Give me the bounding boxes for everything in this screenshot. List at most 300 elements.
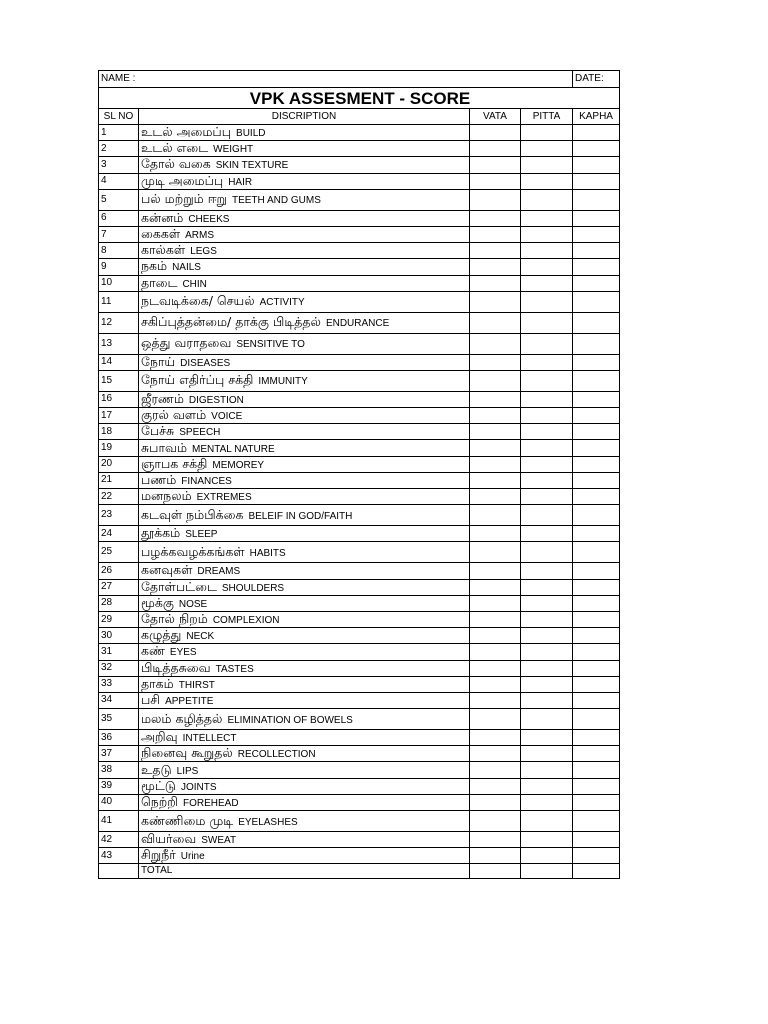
- table-row: [99, 730, 620, 746]
- description-english: ENDURANCE: [325, 318, 390, 330]
- row-number: 42: [99, 832, 139, 848]
- row-description: [139, 408, 470, 424]
- pitta-score-cell[interactable]: [521, 746, 573, 762]
- description-tamil: பேச்சு: [141, 423, 175, 439]
- row-number: 28: [99, 595, 139, 611]
- pitta-score-cell[interactable]: [521, 526, 573, 542]
- row-description: [139, 692, 470, 708]
- kapha-total-cell[interactable]: [573, 864, 620, 879]
- description-tamil: குரல் வளம்: [141, 407, 207, 423]
- description-english: BUILD: [236, 128, 266, 140]
- description-tamil: கடவுள் நம்பிக்கை: [141, 506, 244, 522]
- description-english: EXTREMES: [196, 492, 252, 504]
- description-tamil: சுபாவம்: [141, 439, 188, 455]
- kapha-score-cell[interactable]: [573, 579, 620, 595]
- row-number: 39: [99, 778, 139, 794]
- row-number: 23: [99, 505, 139, 526]
- table-row: [99, 778, 620, 794]
- description-tamil: முடி அமைப்பு: [141, 173, 224, 188]
- description-tamil: உடல் எடை: [141, 140, 209, 156]
- pitta-score-cell[interactable]: [521, 832, 573, 848]
- description-english: ELIMINATION OF BOWELS: [227, 714, 353, 726]
- row-description: [139, 709, 470, 730]
- kapha-score-cell[interactable]: [573, 644, 620, 660]
- description-english: COMPLEXION: [212, 615, 280, 627]
- name-label: NAME :: [101, 73, 136, 84]
- pitta-score-cell[interactable]: [521, 243, 573, 259]
- pitta-score-cell[interactable]: [521, 628, 573, 644]
- description-english: NECK: [186, 631, 215, 643]
- row-description: [139, 595, 470, 611]
- kapha-score-cell[interactable]: [573, 563, 620, 579]
- kapha-score-cell[interactable]: [573, 226, 620, 242]
- description-tamil: நோய் எதிர்ப்பு சக்தி: [141, 372, 254, 388]
- description-tamil: அறிவு: [141, 729, 178, 745]
- kapha-score-cell[interactable]: [573, 526, 620, 542]
- kapha-score-cell[interactable]: [573, 811, 620, 832]
- pitta-score-cell[interactable]: [521, 762, 573, 778]
- vata-score-cell[interactable]: [470, 210, 521, 226]
- row-number: 11: [99, 291, 139, 312]
- vata-score-cell[interactable]: [470, 275, 521, 291]
- row-description: [139, 157, 470, 173]
- row-number: 37: [99, 746, 139, 762]
- pitta-score-cell[interactable]: [521, 676, 573, 692]
- table-row: [99, 505, 620, 526]
- row-number: 32: [99, 660, 139, 676]
- vata-score-cell[interactable]: [470, 226, 521, 242]
- kapha-score-cell[interactable]: [573, 794, 620, 810]
- description-english: LIPS: [176, 765, 199, 777]
- description-tamil: பணம்: [141, 472, 177, 487]
- row-description: [139, 424, 470, 440]
- pitta-score-cell[interactable]: [521, 157, 573, 173]
- row-number: 38: [99, 762, 139, 778]
- vata-score-cell[interactable]: [470, 676, 521, 692]
- description-tamil: தோல் நிறம்: [141, 611, 208, 627]
- row-description: [139, 526, 470, 542]
- name-field[interactable]: [99, 71, 573, 88]
- description-tamil: கைகள்: [141, 226, 181, 242]
- row-number: 8: [99, 243, 139, 259]
- kapha-score-cell[interactable]: [573, 611, 620, 627]
- row-number: 30: [99, 628, 139, 644]
- vata-score-cell[interactable]: [470, 259, 521, 275]
- vata-score-cell[interactable]: [470, 526, 521, 542]
- row-number: 20: [99, 456, 139, 472]
- pitta-score-cell[interactable]: [521, 189, 573, 210]
- pitta-score-cell[interactable]: [521, 125, 573, 141]
- table-row: [99, 611, 620, 627]
- vata-score-cell[interactable]: [470, 370, 521, 391]
- description-english: SKIN TEXTURE: [215, 160, 289, 172]
- row-description: [139, 243, 470, 259]
- vata-score-cell[interactable]: [470, 848, 521, 864]
- kapha-score-cell[interactable]: [573, 778, 620, 794]
- kapha-score-cell[interactable]: [573, 440, 620, 456]
- description-tamil: தாகம்: [141, 676, 174, 691]
- table-row: [99, 628, 620, 644]
- row-number: 9: [99, 259, 139, 275]
- kapha-score-cell[interactable]: [573, 333, 620, 354]
- pitta-score-cell[interactable]: [521, 226, 573, 242]
- table-row: [99, 489, 620, 505]
- description-english: TASTES: [215, 663, 254, 675]
- pitta-score-cell[interactable]: [521, 611, 573, 627]
- row-number: 4: [99, 173, 139, 189]
- kapha-score-cell[interactable]: [573, 848, 620, 864]
- kapha-score-cell[interactable]: [573, 210, 620, 226]
- row-description: [139, 730, 470, 746]
- description-tamil: கனவுகள்: [141, 562, 193, 578]
- kapha-score-cell[interactable]: [573, 505, 620, 526]
- description-english: FOREHEAD: [183, 797, 239, 809]
- row-number: 25: [99, 542, 139, 563]
- pitta-score-cell[interactable]: [521, 333, 573, 354]
- description-english: THIRST: [178, 679, 215, 691]
- description-english: WEIGHT: [213, 144, 254, 156]
- vata-score-cell[interactable]: [470, 811, 521, 832]
- kapha-score-cell[interactable]: [573, 730, 620, 746]
- table-row: [99, 333, 620, 354]
- table-row: [99, 141, 620, 157]
- description-english: JOINTS: [180, 781, 217, 793]
- row-number: 14: [99, 354, 139, 370]
- row-number: 7: [99, 226, 139, 242]
- vata-score-cell[interactable]: [470, 489, 521, 505]
- row-description: [139, 611, 470, 627]
- total-label: TOTAL: [139, 864, 470, 879]
- kapha-score-cell[interactable]: [573, 173, 620, 189]
- kapha-score-cell[interactable]: [573, 243, 620, 259]
- table-row: [99, 526, 620, 542]
- row-description: [139, 275, 470, 291]
- row-number: 33: [99, 676, 139, 692]
- table-row: [99, 354, 620, 370]
- description-tamil: தூக்கம்: [141, 525, 181, 541]
- kapha-score-cell[interactable]: [573, 472, 620, 488]
- description-tamil: பிடித்தசுவை: [141, 660, 211, 675]
- vata-score-cell[interactable]: [470, 472, 521, 488]
- description-tamil: தோள்பட்டை: [141, 579, 217, 594]
- vata-score-cell[interactable]: [470, 794, 521, 810]
- kapha-score-cell[interactable]: [573, 676, 620, 692]
- row-description: [139, 676, 470, 692]
- kapha-score-cell[interactable]: [573, 832, 620, 848]
- vata-score-cell[interactable]: [470, 644, 521, 660]
- description-english: SHOULDERS: [221, 582, 285, 594]
- pitta-score-cell[interactable]: [521, 354, 573, 370]
- description-tamil: நெற்றி: [141, 794, 179, 809]
- description-english: MENTAL NATURE: [192, 443, 275, 455]
- table-row: [99, 762, 620, 778]
- vata-score-cell[interactable]: [470, 762, 521, 778]
- table-row: [99, 370, 620, 391]
- table-row: [99, 243, 620, 259]
- pitta-score-cell[interactable]: [521, 811, 573, 832]
- pitta-score-cell[interactable]: [521, 730, 573, 746]
- table-row: [99, 542, 620, 563]
- column-header-row: [99, 109, 620, 125]
- description-tamil: தாடை: [141, 275, 178, 290]
- vata-score-cell[interactable]: [470, 157, 521, 173]
- table-row: [99, 692, 620, 708]
- description-tamil: கால்கள்: [141, 242, 186, 258]
- vata-score-cell[interactable]: [470, 778, 521, 794]
- kapha-score-cell[interactable]: [573, 391, 620, 407]
- description-english: CHEEKS: [188, 213, 230, 225]
- vata-score-cell[interactable]: [470, 709, 521, 730]
- row-number: 34: [99, 692, 139, 708]
- kapha-score-cell[interactable]: [573, 354, 620, 370]
- kapha-score-cell[interactable]: [573, 259, 620, 275]
- vata-score-cell[interactable]: [470, 312, 521, 333]
- vata-score-cell[interactable]: [470, 692, 521, 708]
- table-row: [99, 746, 620, 762]
- row-description: [139, 370, 470, 391]
- row-number: 10: [99, 275, 139, 291]
- kapha-score-cell[interactable]: [573, 189, 620, 210]
- table-row: [99, 794, 620, 810]
- date-label: DATE:: [575, 73, 604, 84]
- row-description: [139, 226, 470, 242]
- row-description: [139, 832, 470, 848]
- table-row: [99, 259, 620, 275]
- kapha-score-cell[interactable]: [573, 628, 620, 644]
- row-number: 21: [99, 472, 139, 488]
- description-tamil: கண்: [141, 643, 165, 659]
- pitta-score-cell[interactable]: [521, 579, 573, 595]
- vata-score-cell[interactable]: [470, 542, 521, 563]
- row-number: 29: [99, 611, 139, 627]
- description-english: Urine: [180, 851, 205, 863]
- pitta-score-cell[interactable]: [521, 391, 573, 407]
- pitta-score-cell[interactable]: [521, 595, 573, 611]
- pitta-score-cell[interactable]: [521, 489, 573, 505]
- vata-score-cell[interactable]: [470, 628, 521, 644]
- pitta-score-cell[interactable]: [521, 424, 573, 440]
- pitta-score-cell[interactable]: [521, 259, 573, 275]
- row-number: 24: [99, 526, 139, 542]
- pitta-score-cell[interactable]: [521, 505, 573, 526]
- vata-score-cell[interactable]: [470, 660, 521, 676]
- description-tamil: ஞாபக சக்தி: [141, 456, 208, 471]
- date-field[interactable]: [573, 71, 620, 88]
- description-tamil: கண்ணிமை முடி: [141, 812, 234, 828]
- description-tamil: நகம்: [141, 258, 168, 274]
- table-row: [99, 408, 620, 424]
- table-row: [99, 440, 620, 456]
- description-english: SPEECH: [179, 427, 221, 439]
- row-description: [139, 848, 470, 864]
- row-description: [139, 456, 470, 472]
- kapha-score-cell[interactable]: [573, 370, 620, 391]
- kapha-score-cell[interactable]: [573, 408, 620, 424]
- row-number: 26: [99, 563, 139, 579]
- description-english: HABITS: [249, 547, 286, 559]
- kapha-score-cell[interactable]: [573, 456, 620, 472]
- row-description: [139, 542, 470, 563]
- table-body: [99, 71, 620, 879]
- description-tamil: மூட்டு: [141, 778, 176, 793]
- pitta-score-cell[interactable]: [521, 472, 573, 488]
- col-header-description: DISCRIPTION: [139, 109, 470, 125]
- vata-score-cell[interactable]: [470, 730, 521, 746]
- pitta-score-cell[interactable]: [521, 794, 573, 810]
- table-row: [99, 832, 620, 848]
- title-row: [99, 88, 620, 109]
- row-description: [139, 628, 470, 644]
- description-english: VOICE: [211, 411, 243, 423]
- kapha-score-cell[interactable]: [573, 312, 620, 333]
- pitta-score-cell[interactable]: [521, 440, 573, 456]
- row-description: [139, 563, 470, 579]
- description-tamil: பசி: [141, 692, 161, 707]
- table-row: [99, 226, 620, 242]
- row-description: [139, 505, 470, 526]
- kapha-score-cell[interactable]: [573, 275, 620, 291]
- description-english: SENSITIVE TO: [236, 339, 305, 351]
- vata-score-cell[interactable]: [470, 440, 521, 456]
- name-date-row: [99, 71, 620, 88]
- vata-score-cell[interactable]: [470, 563, 521, 579]
- kapha-score-cell[interactable]: [573, 542, 620, 563]
- table-row: [99, 811, 620, 832]
- pitta-score-cell[interactable]: [521, 692, 573, 708]
- pitta-score-cell[interactable]: [521, 275, 573, 291]
- kapha-score-cell[interactable]: [573, 762, 620, 778]
- pitta-score-cell[interactable]: [521, 291, 573, 312]
- row-number: 5: [99, 189, 139, 210]
- kapha-score-cell[interactable]: [573, 125, 620, 141]
- pitta-score-cell[interactable]: [521, 312, 573, 333]
- vata-score-cell[interactable]: [470, 354, 521, 370]
- kapha-score-cell[interactable]: [573, 489, 620, 505]
- description-tamil: கழுத்து: [141, 627, 182, 643]
- description-english: NAILS: [172, 262, 201, 274]
- description-english: DIGESTION: [188, 394, 244, 406]
- row-description: [139, 189, 470, 210]
- vata-total-cell[interactable]: [470, 864, 521, 879]
- vata-score-cell[interactable]: [470, 832, 521, 848]
- row-description: [139, 579, 470, 595]
- pitta-score-cell[interactable]: [521, 542, 573, 563]
- table-row: [99, 275, 620, 291]
- vata-score-cell[interactable]: [470, 595, 521, 611]
- row-description: [139, 794, 470, 810]
- kapha-score-cell[interactable]: [573, 709, 620, 730]
- pitta-score-cell[interactable]: [521, 644, 573, 660]
- kapha-score-cell[interactable]: [573, 595, 620, 611]
- vata-score-cell[interactable]: [470, 125, 521, 141]
- pitta-score-cell[interactable]: [521, 370, 573, 391]
- vata-score-cell[interactable]: [470, 505, 521, 526]
- row-number: 19: [99, 440, 139, 456]
- vata-score-cell[interactable]: [470, 424, 521, 440]
- vata-score-cell[interactable]: [470, 291, 521, 312]
- kapha-score-cell[interactable]: [573, 660, 620, 676]
- description-tamil: மூக்கு: [141, 595, 174, 610]
- row-number: 18: [99, 424, 139, 440]
- description-english: ARMS: [185, 230, 215, 242]
- row-number: 13: [99, 333, 139, 354]
- vata-score-cell[interactable]: [470, 746, 521, 762]
- pitta-score-cell[interactable]: [521, 848, 573, 864]
- vata-score-cell[interactable]: [470, 141, 521, 157]
- row-number: 41: [99, 811, 139, 832]
- vata-score-cell[interactable]: [470, 579, 521, 595]
- table-row: [99, 472, 620, 488]
- table-row: [99, 312, 620, 333]
- description-english: CHIN: [182, 278, 207, 290]
- kapha-score-cell[interactable]: [573, 692, 620, 708]
- kapha-score-cell[interactable]: [573, 157, 620, 173]
- pitta-score-cell[interactable]: [521, 709, 573, 730]
- table-row: [99, 660, 620, 676]
- kapha-score-cell[interactable]: [573, 291, 620, 312]
- table-row: [99, 391, 620, 407]
- description-english: INTELLECT: [182, 733, 237, 745]
- table-row: [99, 709, 620, 730]
- description-english: APPETITE: [165, 695, 214, 707]
- vata-score-cell[interactable]: [470, 456, 521, 472]
- description-tamil: வியர்வை: [141, 831, 197, 847]
- description-english: RECOLLECTION: [237, 749, 316, 761]
- description-tamil: கன்னம்: [141, 210, 184, 225]
- description-tamil: பல் மற்றும் ஈறு: [141, 191, 227, 207]
- vata-score-cell[interactable]: [470, 391, 521, 407]
- description-english: NOSE: [178, 598, 208, 610]
- pitta-score-cell[interactable]: [521, 408, 573, 424]
- vata-score-cell[interactable]: [470, 173, 521, 189]
- vata-score-cell[interactable]: [470, 611, 521, 627]
- pitta-score-cell[interactable]: [521, 141, 573, 157]
- pitta-total-cell[interactable]: [521, 864, 573, 879]
- description-tamil: சகிப்புத்தன்மை/ தாக்கு பிடித்தல்: [141, 314, 321, 330]
- kapha-score-cell[interactable]: [573, 746, 620, 762]
- kapha-score-cell[interactable]: [573, 141, 620, 157]
- table-row: [99, 189, 620, 210]
- pitta-score-cell[interactable]: [521, 173, 573, 189]
- row-number: 16: [99, 391, 139, 407]
- description-tamil: பழக்கவழக்கங்கள்: [141, 543, 245, 559]
- description-tamil: சிறுநீர்: [141, 847, 176, 863]
- vpk-assessment-table: [98, 70, 620, 879]
- kapha-score-cell[interactable]: [573, 424, 620, 440]
- table-row: [99, 424, 620, 440]
- description-english: SWEAT: [201, 835, 237, 847]
- vata-score-cell[interactable]: [470, 243, 521, 259]
- row-description: [139, 259, 470, 275]
- pitta-score-cell[interactable]: [521, 660, 573, 676]
- pitta-score-cell[interactable]: [521, 456, 573, 472]
- description-tamil: ஜீரணம்: [141, 391, 184, 406]
- row-description: [139, 778, 470, 794]
- table-row: [99, 291, 620, 312]
- table-row: [99, 579, 620, 595]
- total-row-number: [99, 864, 139, 879]
- pitta-score-cell[interactable]: [521, 778, 573, 794]
- col-header-pitta: PITTA: [521, 109, 573, 125]
- pitta-score-cell[interactable]: [521, 210, 573, 226]
- vata-score-cell[interactable]: [470, 408, 521, 424]
- vata-score-cell[interactable]: [470, 189, 521, 210]
- description-tamil: மலம் கழித்தல்: [141, 710, 223, 726]
- vata-score-cell[interactable]: [470, 333, 521, 354]
- pitta-score-cell[interactable]: [521, 563, 573, 579]
- row-description: [139, 746, 470, 762]
- description-english: DISEASES: [180, 357, 231, 369]
